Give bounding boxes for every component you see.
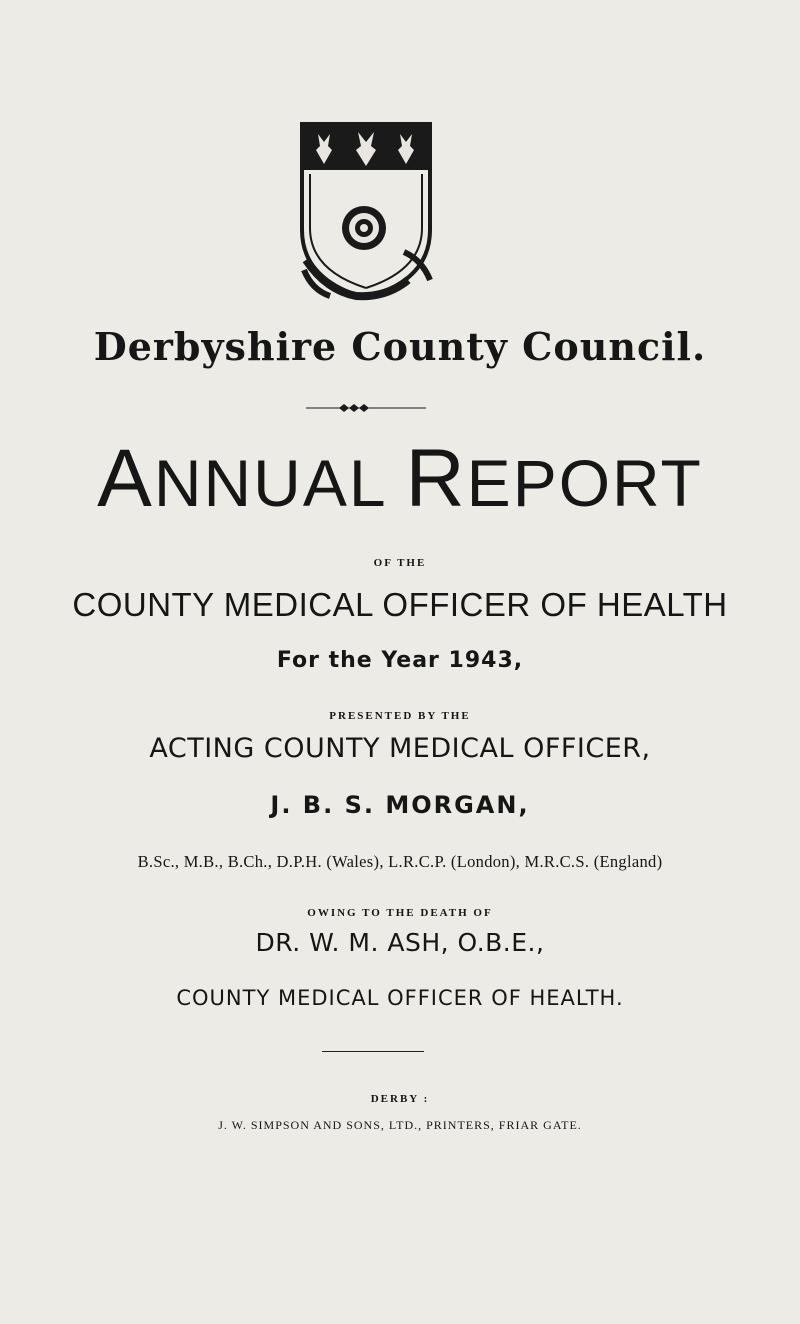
report-title-initial-a: A: [97, 433, 154, 524]
acting-officer-title: ACTING COUNTY MEDICAL OFFICER,: [149, 733, 651, 764]
report-year: For the Year 1943,: [276, 648, 524, 673]
horizontal-rule: [322, 1051, 424, 1052]
of-the-label: OF THE: [373, 557, 427, 569]
deceased-officer-title: COUNTY MEDICAL OFFICER OF HEALTH.: [176, 986, 624, 1010]
imprint-place: DERBY :: [370, 1093, 430, 1105]
report-title-part-2: EPORT: [466, 446, 703, 520]
acting-officer-name: J. B. S. MORGAN,: [270, 791, 530, 819]
report-title: [0, 432, 800, 526]
owing-to-label: OWING TO THE DEATH OF: [307, 907, 493, 919]
ornamental-divider: [306, 403, 426, 413]
imprint-printer: J. W. SIMPSON AND SONS, LTD., PRINTERS, FRIAR GATE.: [218, 1118, 582, 1132]
report-title-part-1: NNUAL: [153, 446, 406, 520]
council-name: Derbyshire County Council.: [93, 324, 707, 369]
report-title-initial-r: R: [405, 433, 467, 524]
derbyshire-coat-of-arms-icon: [296, 120, 436, 302]
deceased-officer-name: DR. W. M. ASH, O.B.E.,: [255, 928, 545, 957]
officer-title: COUNTY MEDICAL OFFICER OF HEALTH: [72, 586, 728, 623]
presented-by-label: PRESENTED BY THE: [329, 710, 471, 722]
acting-officer-qualifications: B.Sc., M.B., B.Ch., D.P.H. (Wales), L.R.C.P. (London), M.R.C.S. (England): [137, 852, 663, 871]
